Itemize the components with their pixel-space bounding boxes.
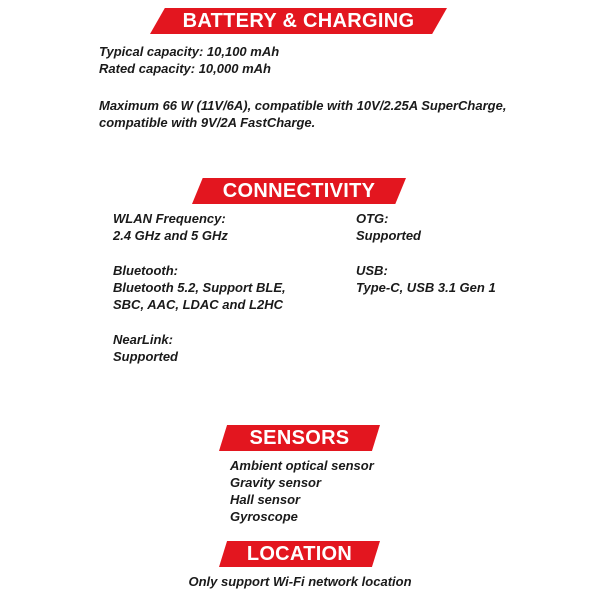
nearlink-label: NearLink: xyxy=(113,332,173,347)
otg-value: Supported xyxy=(356,228,421,243)
bluetooth-value-1: Bluetooth 5.2, Support BLE, xyxy=(113,280,286,295)
usb-block xyxy=(356,262,496,296)
location-title: LOCATION xyxy=(246,543,353,565)
sensor-item: Ambient optical sensor xyxy=(230,458,374,473)
charging-line-1: Maximum 66 W (11V/6A), compatible with 10V/2.25A SuperCharge, xyxy=(99,98,507,113)
otg-block xyxy=(356,210,421,244)
usb-value: Type-C, USB 3.1 Gen 1 xyxy=(356,280,496,295)
battery-charging-banner xyxy=(150,8,447,34)
charging-info-block xyxy=(99,97,506,131)
nearlink-block xyxy=(113,331,178,365)
rated-capacity: Rated capacity: 10,000 mAh xyxy=(99,61,271,76)
location-text: Only support Wi-Fi network location xyxy=(188,574,412,589)
sensor-item: Gravity sensor xyxy=(230,475,322,490)
wlan-label: WLAN Frequency: xyxy=(113,211,226,226)
connectivity-banner xyxy=(192,178,406,204)
bluetooth-label: Bluetooth: xyxy=(113,263,178,278)
sensors-banner xyxy=(219,425,380,451)
nearlink-value: Supported xyxy=(113,349,178,364)
usb-label: USB: xyxy=(356,263,388,278)
battery-charging-title: BATTERY & CHARGING xyxy=(182,10,415,32)
sensors-title: SENSORS xyxy=(249,427,350,449)
charging-line-2: compatible with 9V/2A FastCharge. xyxy=(99,115,316,130)
sensor-item: Gyroscope xyxy=(230,509,298,524)
wlan-value: 2.4 GHz and 5 GHz xyxy=(113,228,228,243)
wlan-block xyxy=(113,210,228,244)
bluetooth-value-2: SBC, AAC, LDAC and L2HC xyxy=(113,297,283,312)
connectivity-title: CONNECTIVITY xyxy=(222,180,376,202)
otg-label: OTG: xyxy=(356,211,389,226)
typical-capacity: Typical capacity: 10,100 mAh xyxy=(99,44,280,59)
sensor-item: Hall sensor xyxy=(230,492,301,507)
sensors-list xyxy=(230,457,374,525)
bluetooth-block xyxy=(113,262,286,313)
location-banner xyxy=(219,541,380,567)
battery-capacity-block xyxy=(99,43,279,77)
